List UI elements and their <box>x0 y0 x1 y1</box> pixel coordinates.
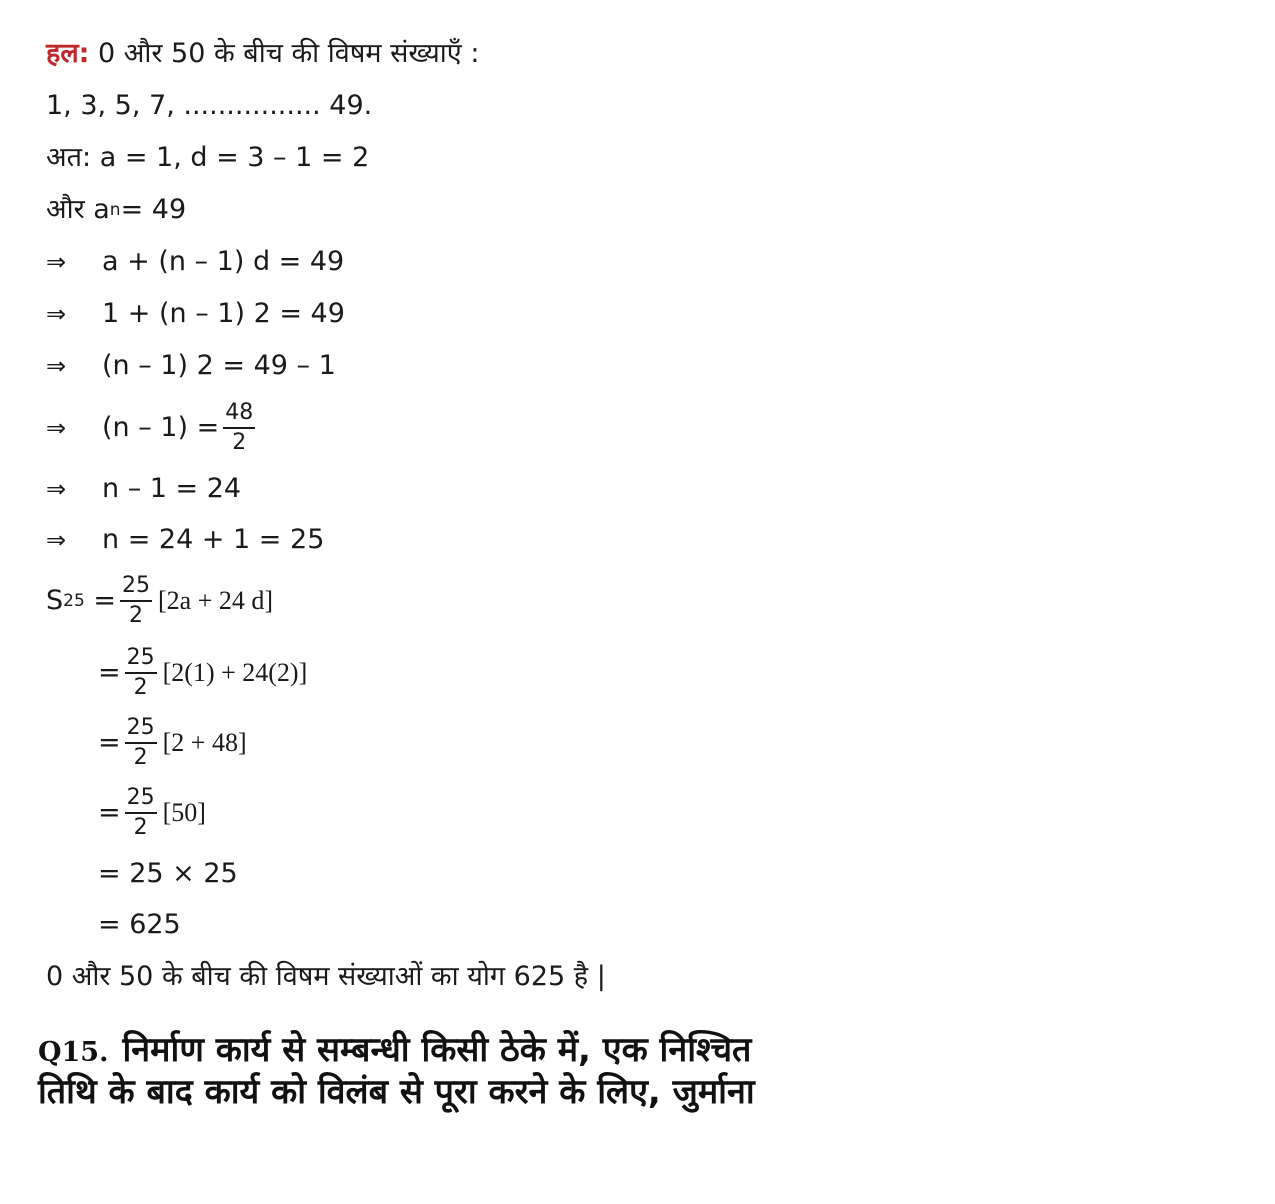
an-line <box>46 193 186 227</box>
an-suffix: = 49 <box>120 194 187 225</box>
step-text-2: 1 + (n – 1) 2 = 49 <box>102 298 345 329</box>
an-prefix: और a <box>46 194 110 225</box>
bracket-expression-2: [2(1) + 24(2)] <box>162 658 308 687</box>
equals-sign: = <box>93 585 116 616</box>
question-line-2 <box>38 1070 755 1114</box>
fraction-25-over-2 <box>120 574 152 628</box>
intro-text: 0 और 50 के बीच की विषम संख्याएँ : <box>98 38 480 69</box>
fraction-numerator: 48 <box>223 401 255 429</box>
sum-subscript: 25 <box>63 591 85 611</box>
step-n1-text: n – 1 = 24 <box>102 473 242 504</box>
step-line-n1 <box>46 472 241 506</box>
ad-line <box>46 141 369 175</box>
bracket-expression-4: [50] <box>162 798 206 827</box>
product-line <box>98 857 238 891</box>
question-text-2: तिथि के बाद कार्य को विलंब से पूरा करने के लिए, जुर्माना <box>38 1072 755 1112</box>
sequence-text: 1, 3, 5, 7, ................ 49. <box>46 90 373 121</box>
implies-icon: ⇒ <box>46 414 67 442</box>
fraction-denominator: 2 <box>133 745 148 770</box>
step-line-2 <box>46 297 345 331</box>
fraction-numerator: 25 <box>125 786 157 814</box>
sum-line-2 <box>98 642 307 704</box>
sum-line-4 <box>98 782 206 844</box>
fraction-numerator: 25 <box>120 574 152 602</box>
question-text-1: निर्माण कार्य से सम्बन्धी किसी ठेके में, एक निश्चित <box>122 1030 752 1070</box>
bracket-expression-3: [2 + 48] <box>162 728 247 757</box>
equals-sign: = <box>98 797 121 828</box>
fraction-denominator: 2 <box>133 815 148 840</box>
step-line-3 <box>46 349 336 383</box>
fraction-numerator: 25 <box>125 716 157 744</box>
fraction-25-over-2 <box>125 786 157 840</box>
step-line-n <box>46 523 324 557</box>
equals-sign: = <box>98 727 121 758</box>
frac-step-prefix: (n – 1) = <box>102 412 220 443</box>
step-line-1 <box>46 245 344 279</box>
ad-text: अत: a = 1, d = 3 – 1 = 2 <box>46 142 370 173</box>
fraction-25-over-2 <box>125 646 157 700</box>
sum-line-3 <box>98 712 247 774</box>
question-line-1 <box>38 1028 751 1075</box>
solution-intro <box>46 37 479 71</box>
implies-icon: ⇒ <box>46 248 67 276</box>
sum-label: S <box>46 585 64 616</box>
conclusion-line <box>46 960 606 994</box>
an-subscript: n <box>109 200 121 220</box>
result-line <box>98 908 181 942</box>
step-line-fraction <box>46 398 259 458</box>
product-text: = 25 × 25 <box>98 858 238 889</box>
result-text: = 625 <box>98 909 181 940</box>
fraction-denominator: 2 <box>232 430 247 455</box>
step-n-text: n = 24 + 1 = 25 <box>102 524 325 555</box>
sequence-line <box>46 89 372 123</box>
step-text-3: (n – 1) 2 = 49 – 1 <box>102 350 336 381</box>
step-text-1: a + (n – 1) d = 49 <box>102 246 345 277</box>
implies-icon: ⇒ <box>46 352 67 380</box>
solution-label: हल: <box>46 38 90 69</box>
fraction-denominator: 2 <box>133 675 148 700</box>
sum-line-1 <box>46 570 273 632</box>
equals-sign: = <box>98 657 121 688</box>
question-number: Q15. <box>38 1037 109 1068</box>
implies-icon: ⇒ <box>46 475 67 503</box>
fraction-48-over-2 <box>223 401 255 455</box>
implies-icon: ⇒ <box>46 300 67 328</box>
conclusion-text: 0 और 50 के बीच की विषम संख्याओं का योग 625 है | <box>46 961 606 992</box>
fraction-25-over-2 <box>125 716 157 770</box>
implies-icon: ⇒ <box>46 526 67 554</box>
fraction-numerator: 25 <box>125 646 157 674</box>
fraction-denominator: 2 <box>129 603 143 628</box>
bracket-expression-1: [2a + 24 d] <box>158 586 274 615</box>
